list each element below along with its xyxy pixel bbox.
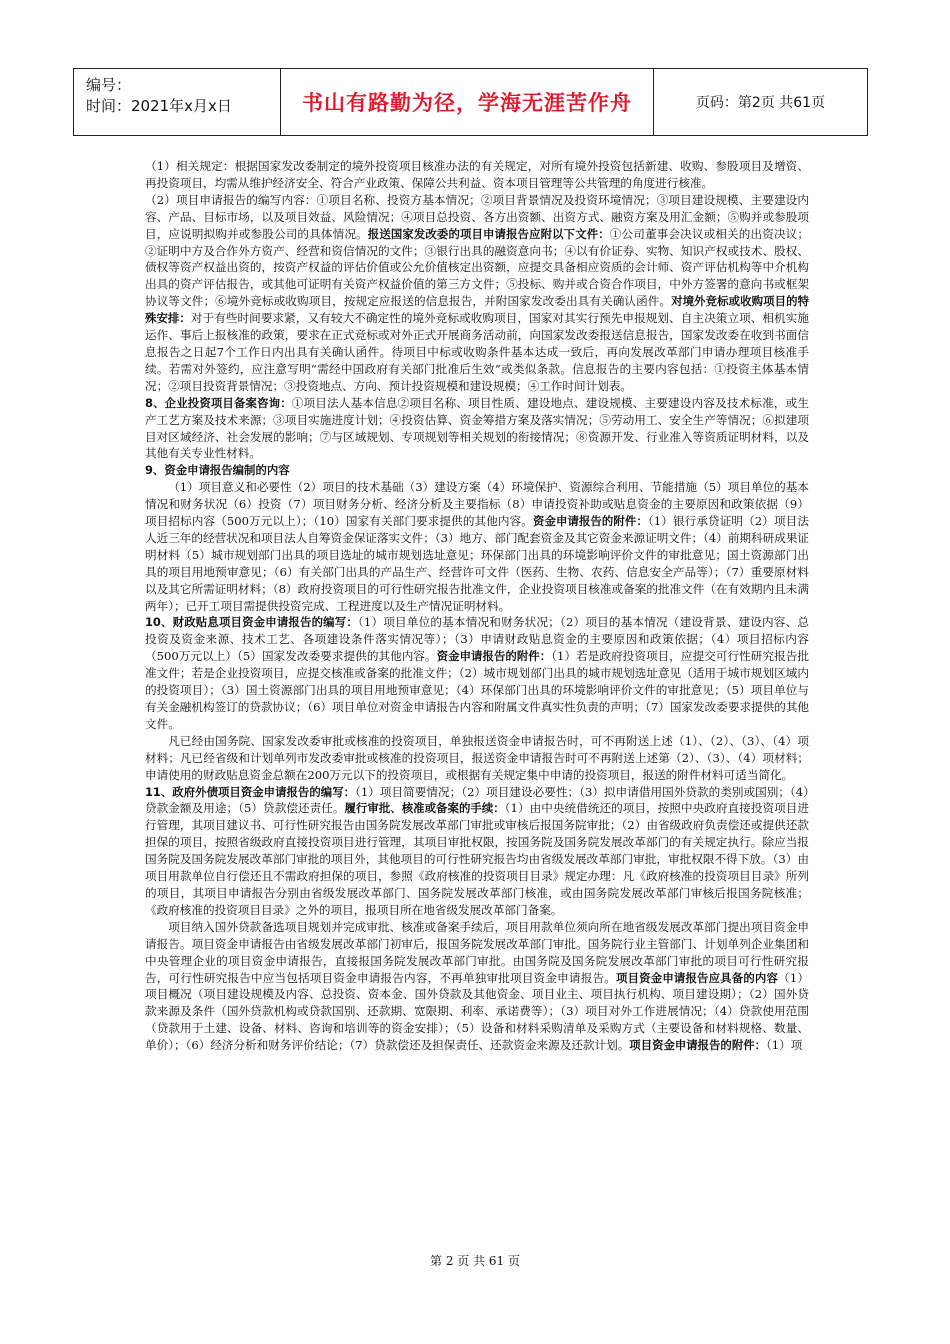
- section-11-heading: 11、政府外债项目资金申请报告的编写：: [145, 784, 356, 799]
- section-9-heading: 9、资金申请报告编制的内容: [145, 463, 290, 478]
- section-8-heading: 8、企业投资项目备案咨询：: [145, 395, 292, 410]
- paragraph-loan-application: 项目纳入国外贷款备选项目规划并完成审批、核准或备案手续后，项目用款单位须向所在地省级发展改革部门提出项目资金申请报告。项目资金申请报告由省级发展改革部门初审后，报国务院发展改革部门审批。国务院行业主管部门、计划单列企业集团和中央管理企业的项目资金申请报告，直接报国务院发展改革部门审批。由国务院及国务院发展改革部门审批的项目可行性研究报告，可行性研究报告中应当包括项目资金申请报告内容，不再单独审批项目资金申请报告。项目资金申请报告应具备的内容（1）项目概况（项目建设规模及内容、总投资、资本金、国外贷款及其他资金、项目业主、项目执行机构、项目建设期）；（2）国外贷款来源及条件（国外贷款机构或贷款国别、还款期、宽限期、利率、承诺费等）；（3）项目对外工作进展情况；（4）贷款使用范围（贷款用于土建、设备、材料、咨询和培训等的资金安排）；（5）设备和材料采购清单及采购方式（主要设备和材料规格、数量、单价）；（6）经济分析和财务评价结论；（7）贷款偿还及担保责任、还款资金来源及还款计划。项目资金申请报告的附件：（1）项: [145, 919, 809, 1053]
- header-motto: 书山有路勤为径，学海无涯苦作舟: [280, 69, 654, 135]
- document-body: [145, 158, 809, 1054]
- paragraph-filing-consult: 8、企业投资项目备案咨询：①项目法人基本信息②项目名称、项目性质、建设地点、建设规模、主要建设内容及技术标准，或生产工艺方案及技术来源；③项目实施进度计划；④投资估算、资金筹措方案及落实情况；⑤劳动用工、安全生产等情况；⑥拟建项目对区域经济、社会发展的影响；⑦与区域规划、专项规划等相关规划的衔接情况；⑧资源开发、行业准入等资质证明材料，以及其他有关专业性材料。: [145, 395, 809, 461]
- bold-approval-procedure: 履行审批、核准或备案的手续：: [344, 801, 505, 816]
- bold-fund-attachments: 资金申请报告的附件：: [532, 514, 648, 529]
- section-10-heading: 10、财政贴息项目资金申请报告的编写：: [145, 615, 358, 630]
- page-header: [73, 68, 868, 136]
- header-page-info: 页码：第2页 共61页: [695, 95, 826, 111]
- bold-report-attachments: 项目资金申请报告的附件：: [629, 1038, 766, 1053]
- paragraph-foreign-debt: 11、政府外债项目资金申请报告的编写：（1）项目简要情况；（2）项目建设必要性；（3）拟申请借用国外贷款的类别或国别；（4）贷款金额及用途；（5）贷款偿还责任。履行审批、核准或备案的手续：（1）由中央统借统还的项目，按照中央政府直接投资项目进行管理，其项目建议书、可行性研究报告由国务院发展改革部门审批或审核后报国务院审批；（2）由省级政府负责偿还或提供还款担保的项目，按照省级政府直接投资项目进行管理，其项目审批权限，按国务院及国务院发展改革部门的有关规定执行。除应当报国务院及国务院发展改革部门审批的项目外，其他项目的可行性研究报告均由省级发展改革部门审批，审批权限不得下放。（3）由项目用款单位自行偿还且不需政府担保的项目，参照《政府核准的投资项目目录》规定办理：凡《政府核准的投资项目目录》所列的项目，其项目申请报告分别由省级发展改革部门、国务院发展改革部门核准，或由国务院发展改革部门审核后报国务院核准；《政府核准的投资项目目录》之外的项目，报项目所在地省级发展改革部门备案。: [145, 784, 809, 917]
- time-label: 时间：2021年x月x日: [86, 97, 232, 115]
- bold-subsidy-attachments: 资金申请报告的附件：: [436, 649, 552, 664]
- bold-special-arrangement: 对境外竞标或收购项目的特殊安排：: [145, 294, 809, 326]
- paragraph-approved-projects: 凡已经由国务院、国家发改委审批或核准的投资项目，单独报送资金申请报告时，可不再附送上述（1）、（2）、（3）、（4）项材料；凡已经省级和计划单列市发改委审批或核准的投资项目，报送资金申请报告时可不再附送上述第（2）、（3）、（4）项材料；申请使用的财政贴息资金总额在200万元以下的投资项目，或根据有关规定集中申请的投资项目，报送的附件材料可适当简化。: [145, 733, 809, 782]
- header-meta: [74, 69, 280, 135]
- paragraph-subsidy-report: 10、财政贴息项目资金申请报告的编写：（1）项目单位的基本情况和财务状况；（2）项目的基本情况（建设背景、建设内容、总投资及资金来源、技术工艺、各项建设条件落实情况等）；（3）申请财政贴息资金的主要原因和政策依据；（4）项目招标内容（500万元以上）（5）国家发改委要求提供的其他内容。资金申请报告的附件：（1）若是政府投资项目，应提交可行性研究报告批准文件；若是企业投资项目，应提交核准或备案的批准文件；（2）城市规划部门出具的城市规划选址意见（适用于城市规划区域内的投资项目）；（3）国土资源部门出具的项目用地预审意见；（4）环保部门出具的环境影响评价文件的审批意见；（5）项目单位与有关金融机构签订的贷款协议；（6）项目单位对资金申请报告内容和附属文件真实性负责的声明；（7）国家发改委要求提供的其他文件。: [145, 615, 810, 731]
- number-label: 编号：: [86, 76, 132, 94]
- paragraph-application-content: （2）项目申请报告的编写内容：①项目名称、投资方基本情况；②项目背景情况及投资环境情况；③项目建设规模、主要建设内容、产品、目标市场，以及项目效益、风险情况；④项目总投资、各方出资额、出资方式、融资方案及用汇金额；⑤购并或参股项目，应说明拟购并或参股公司的具体情况。报送国家发改委的项目申请报告应附以下文件：①公司董事会决议或相关的出资决议；②证明中方及合作外方资产、经营和资信情况的文件；③银行出具的融资意向书；④以有价证券、实物、知识产权或技术、股权、债权等资产权益出资的，按资产权益的评估价值或公允价值核定出资额，应提交具备相应资质的会计师、资产评估机构等中介机构出具的资产评估报告，或其他可证明有关资产权益价值的第三方文件；⑤投标、购并或合资合作项目，中外方签署的意向书或框架协议等文件；⑥境外竞标或收购项目，按规定应报送的信息报告，并附国家发改委出具有关确认函件。对境外竞标或收购项目的特殊安排：对于有些时间要求紧，又有较大不确定性的境外竞标或收购项目，国家对其实行预先申报规划、自主决策立项、相机实施运作、事后上报核准的政策，要求在正式竞标或对外正式开展商务活动前，向国家发改委报送信息报告，国家发改委在收到书面信息报告之日起7个工作日内出具有关确认函件。待项目中标或收购条件基本达成一致后，再向发展改革部门申请办理项目核准手续。若需对外签约，应注意写明“需经中国政府有关部门批准后生效”或类似条款。信息报告的主要内容包括：①投资主体基本情况；②项目投资背景情况；③投资地点、方向、预计投资规模和建设规模；④工作时间计划表。: [145, 192, 809, 393]
- bold-report-content: 项目资金申请报告应具备的内容: [616, 970, 779, 985]
- bold-attachments-heading: 报送国家发改委的项目申请报告应附以下文件：: [367, 226, 610, 241]
- paragraph-related-rules: （1）相关规定：根据国家发改委制定的境外投资项目核准办法的有关规定，对所有境外投资包括新建、收购、参股项目及增资、再投资项目，均需从维护经济安全、符合产业政策、保障公共利益、资本项目管理等公共管理的角度进行核准。: [145, 159, 809, 190]
- page-footer: 第 2 页 共 61 页: [430, 1254, 520, 1268]
- paragraph-fund-content: （1）项目意义和必要性（2）项目的技术基础（3）建设方案（4）环境保护、资源综合利用、节能措施（5）项目单位的基本情况和财务状况（6）投资（7）项目财务分析、经济分析及主要指标（8）申请投资补助或贴息资金的主要原因和政策依据（9）项目招标内容（500万元以上）；（10）国家有关部门要求提供的其他内容。资金申请报告的附件：（1）银行承贷证明（2）项目法人近三年的经营状况和项目法人自筹资金保证落实文件；（3）地方、部门配套资金及其它资金来源证明文件；（4）前期科研成果证明材料（5）城市规划部门出具的项目选址的城市规划选址意见；环保部门出具的环境影响评价文件的审批意见；国土资源部门出具的项目用地预审意见；（6）有关部门出具的产品生产、经营许可文件（医药、生物、农药、信息安全产品等）；（7）重要原材料以及其它所需证明材料；（8）政府投资项目的可行性研究报告批准文件，企业投资项目核准或备案的批准文件（在有效期内且未满两年）；已开工项目需提供投资完成、工程进度以及生产情况证明材料。: [145, 480, 810, 613]
